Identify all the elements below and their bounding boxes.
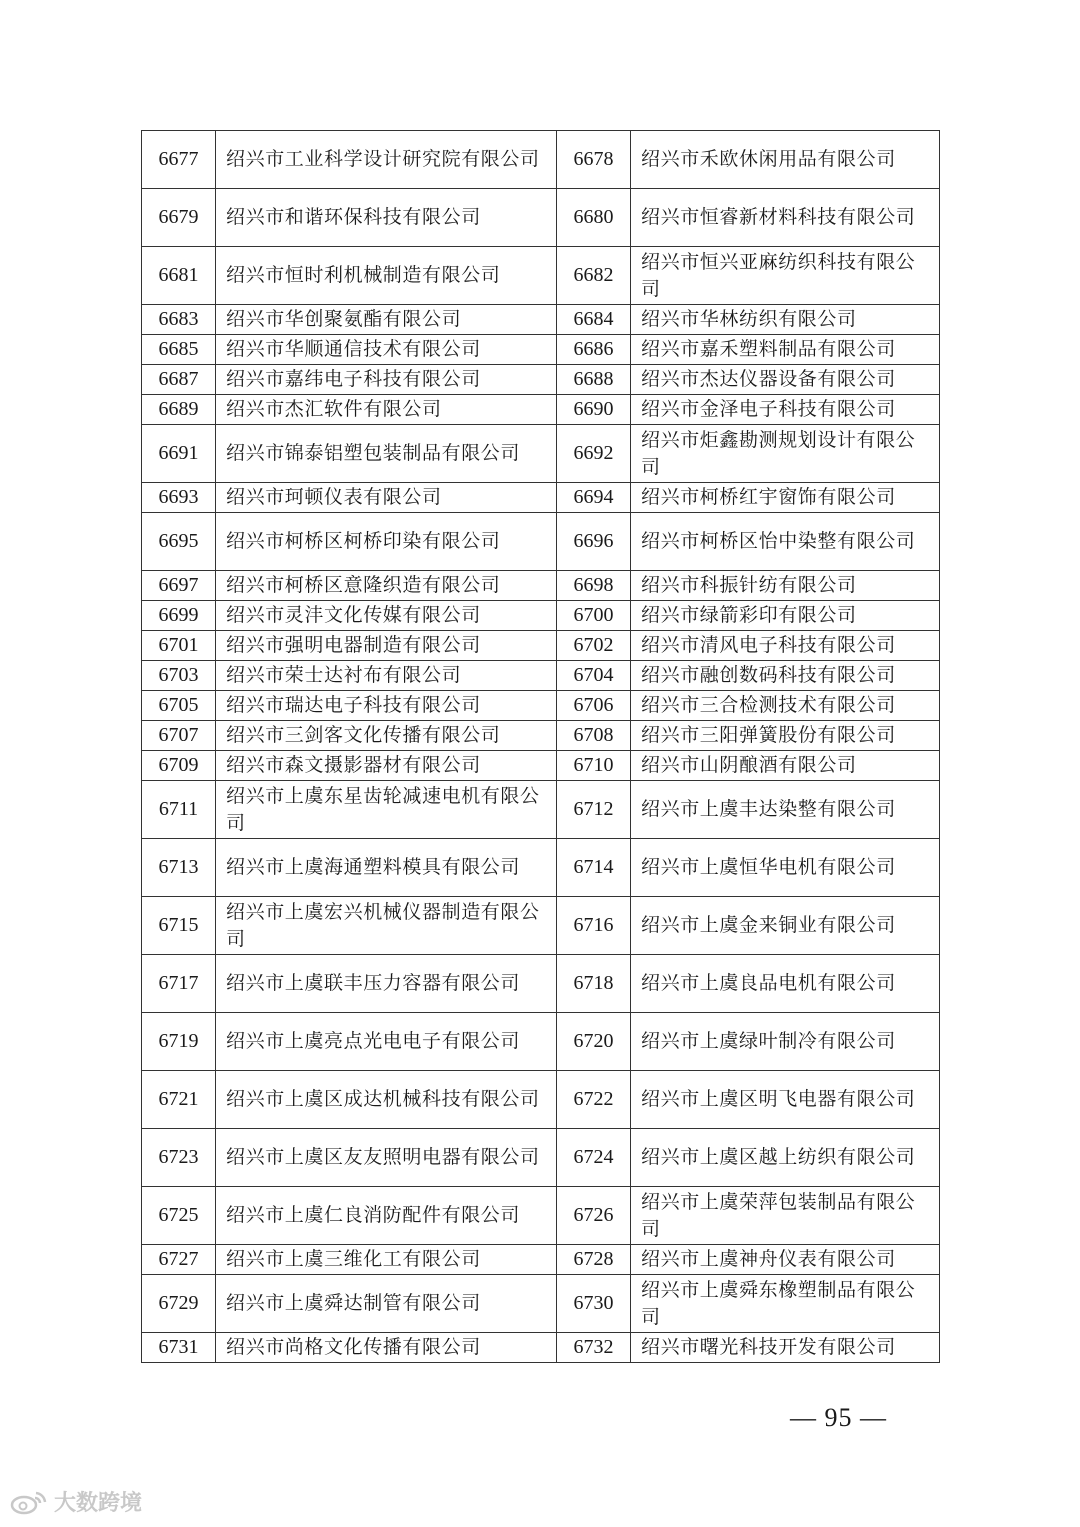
right-number-cell: 6714 [557,839,631,897]
table-row [142,131,940,189]
right-number-cell: 6694 [557,483,631,513]
right-company-cell: 绍兴市绿箭彩印有限公司 [631,601,940,631]
right-number-cell: 6698 [557,571,631,601]
table-row [142,781,940,839]
right-company-cell: 绍兴市禾欧休闲用品有限公司 [631,131,940,189]
left-number-cell: 6731 [142,1333,216,1363]
table-row [142,365,940,395]
right-company-cell: 绍兴市曙光科技开发有限公司 [631,1333,940,1363]
left-company-cell: 绍兴市华创聚氨酯有限公司 [216,305,557,335]
table-row [142,483,940,513]
table-row [142,513,940,571]
right-company-cell: 绍兴市上虞神舟仪表有限公司 [631,1245,940,1275]
right-company-cell: 绍兴市清风电子科技有限公司 [631,631,940,661]
left-company-cell: 绍兴市锦泰铝塑包装制品有限公司 [216,425,557,483]
table-row [142,955,940,1013]
left-number-cell: 6705 [142,691,216,721]
right-company-cell: 绍兴市嘉禾塑料制品有限公司 [631,335,940,365]
right-number-cell: 6680 [557,189,631,247]
right-company-cell: 绍兴市柯桥区怡中染整有限公司 [631,513,940,571]
left-number-cell: 6701 [142,631,216,661]
table-row [142,1275,940,1333]
left-number-cell: 6683 [142,305,216,335]
right-number-cell: 6684 [557,305,631,335]
left-number-cell: 6691 [142,425,216,483]
left-number-cell: 6707 [142,721,216,751]
right-number-cell: 6700 [557,601,631,631]
right-number-cell: 6708 [557,721,631,751]
left-company-cell: 绍兴市上虞海通塑料模具有限公司 [216,839,557,897]
right-company-cell: 绍兴市杰达仪器设备有限公司 [631,365,940,395]
table-row [142,1013,940,1071]
table-row [142,247,940,305]
left-number-cell: 6715 [142,897,216,955]
right-company-cell: 绍兴市柯桥红宇窗饰有限公司 [631,483,940,513]
left-number-cell: 6679 [142,189,216,247]
left-company-cell: 绍兴市柯桥区柯桥印染有限公司 [216,513,557,571]
right-number-cell: 6726 [557,1187,631,1245]
table-row [142,335,940,365]
table-row [142,601,940,631]
table-row [142,691,940,721]
right-number-cell: 6716 [557,897,631,955]
left-number-cell: 6687 [142,365,216,395]
table-row [142,839,940,897]
left-number-cell: 6713 [142,839,216,897]
left-company-cell: 绍兴市上虞区友友照明电器有限公司 [216,1129,557,1187]
left-company-cell: 绍兴市珂顿仪表有限公司 [216,483,557,513]
left-number-cell: 6725 [142,1187,216,1245]
company-list-table [141,130,940,1363]
left-company-cell: 绍兴市上虞东星齿轮减速电机有限公司 [216,781,557,839]
table-row [142,1187,940,1245]
left-company-cell: 绍兴市恒时利机械制造有限公司 [216,247,557,305]
right-company-cell: 绍兴市三合检测技术有限公司 [631,691,940,721]
right-company-cell: 绍兴市上虞绿叶制冷有限公司 [631,1013,940,1071]
left-number-cell: 6693 [142,483,216,513]
right-number-cell: 6706 [557,691,631,721]
left-number-cell: 6681 [142,247,216,305]
right-number-cell: 6728 [557,1245,631,1275]
right-number-cell: 6696 [557,513,631,571]
table-row [142,1071,940,1129]
right-number-cell: 6690 [557,395,631,425]
right-number-cell: 6688 [557,365,631,395]
right-company-cell: 绍兴市融创数码科技有限公司 [631,661,940,691]
left-company-cell: 绍兴市森文摄影器材有限公司 [216,751,557,781]
table-row [142,1129,940,1187]
right-company-cell: 绍兴市科振针纺有限公司 [631,571,940,601]
left-company-cell: 绍兴市三剑客文化传播有限公司 [216,721,557,751]
left-number-cell: 6677 [142,131,216,189]
left-company-cell: 绍兴市上虞亮点光电电子有限公司 [216,1013,557,1071]
left-number-cell: 6721 [142,1071,216,1129]
table-row [142,721,940,751]
left-number-cell: 6709 [142,751,216,781]
right-company-cell: 绍兴市炬鑫勘测规划设计有限公司 [631,425,940,483]
right-company-cell: 绍兴市华林纺织有限公司 [631,305,940,335]
table-row [142,897,940,955]
table-row [142,1245,940,1275]
right-number-cell: 6718 [557,955,631,1013]
right-company-cell: 绍兴市恒睿新材料科技有限公司 [631,189,940,247]
left-number-cell: 6689 [142,395,216,425]
left-number-cell: 6729 [142,1275,216,1333]
left-number-cell: 6703 [142,661,216,691]
left-company-cell: 绍兴市瑞达电子科技有限公司 [216,691,557,721]
right-company-cell: 绍兴市上虞荣萍包装制品有限公司 [631,1187,940,1245]
right-company-cell: 绍兴市上虞区越上纺织有限公司 [631,1129,940,1187]
left-company-cell: 绍兴市荣士达衬布有限公司 [216,661,557,691]
watermark [10,1486,142,1517]
right-number-cell: 6702 [557,631,631,661]
left-company-cell: 绍兴市嘉纬电子科技有限公司 [216,365,557,395]
left-company-cell: 绍兴市上虞舜达制管有限公司 [216,1275,557,1333]
left-company-cell: 绍兴市上虞区成达机械科技有限公司 [216,1071,557,1129]
right-company-cell: 绍兴市上虞丰达染整有限公司 [631,781,940,839]
right-number-cell: 6712 [557,781,631,839]
watermark-text: 大数跨境 [54,1491,143,1516]
table-row [142,189,940,247]
page-number: — 95 — [790,1403,887,1432]
right-company-cell: 绍兴市金泽电子科技有限公司 [631,395,940,425]
table-row [142,631,940,661]
right-company-cell: 绍兴市上虞舜东橡塑制品有限公司 [631,1275,940,1333]
right-company-cell: 绍兴市三阳弹簧股份有限公司 [631,721,940,751]
left-number-cell: 6723 [142,1129,216,1187]
right-number-cell: 6732 [557,1333,631,1363]
left-company-cell: 绍兴市杰汇软件有限公司 [216,395,557,425]
left-company-cell: 绍兴市尚格文化传播有限公司 [216,1333,557,1363]
left-number-cell: 6695 [142,513,216,571]
left-company-cell: 绍兴市上虞宏兴机械仪器制造有限公司 [216,897,557,955]
right-company-cell: 绍兴市上虞区明飞电器有限公司 [631,1071,940,1129]
table-row [142,305,940,335]
right-number-cell: 6704 [557,661,631,691]
right-company-cell: 绍兴市上虞恒华电机有限公司 [631,839,940,897]
right-number-cell: 6710 [557,751,631,781]
left-number-cell: 6699 [142,601,216,631]
left-company-cell: 绍兴市灵沣文化传媒有限公司 [216,601,557,631]
table-row [142,425,940,483]
left-company-cell: 绍兴市华顺通信技术有限公司 [216,335,557,365]
left-company-cell: 绍兴市工业科学设计研究院有限公司 [216,131,557,189]
left-number-cell: 6717 [142,955,216,1013]
right-number-cell: 6692 [557,425,631,483]
weibo-logo-icon [10,1489,48,1515]
table-row [142,751,940,781]
right-company-cell: 绍兴市上虞金来铜业有限公司 [631,897,940,955]
table-row [142,661,940,691]
table-row [142,1333,940,1363]
table-row [142,571,940,601]
left-company-cell: 绍兴市和谐环保科技有限公司 [216,189,557,247]
left-company-cell: 绍兴市柯桥区意隆织造有限公司 [216,571,557,601]
right-number-cell: 6686 [557,335,631,365]
right-number-cell: 6682 [557,247,631,305]
right-number-cell: 6722 [557,1071,631,1129]
right-company-cell: 绍兴市上虞良品电机有限公司 [631,955,940,1013]
right-number-cell: 6678 [557,131,631,189]
left-number-cell: 6685 [142,335,216,365]
right-company-cell: 绍兴市恒兴亚麻纺织科技有限公司 [631,247,940,305]
left-number-cell: 6711 [142,781,216,839]
right-number-cell: 6730 [557,1275,631,1333]
left-company-cell: 绍兴市上虞三维化工有限公司 [216,1245,557,1275]
left-number-cell: 6719 [142,1013,216,1071]
left-company-cell: 绍兴市强明电器制造有限公司 [216,631,557,661]
left-number-cell: 6727 [142,1245,216,1275]
right-number-cell: 6720 [557,1013,631,1071]
table-row [142,395,940,425]
right-number-cell: 6724 [557,1129,631,1187]
left-company-cell: 绍兴市上虞仁良消防配件有限公司 [216,1187,557,1245]
left-company-cell: 绍兴市上虞联丰压力容器有限公司 [216,955,557,1013]
right-company-cell: 绍兴市山阴酿酒有限公司 [631,751,940,781]
company-list-body [142,131,940,1363]
left-number-cell: 6697 [142,571,216,601]
